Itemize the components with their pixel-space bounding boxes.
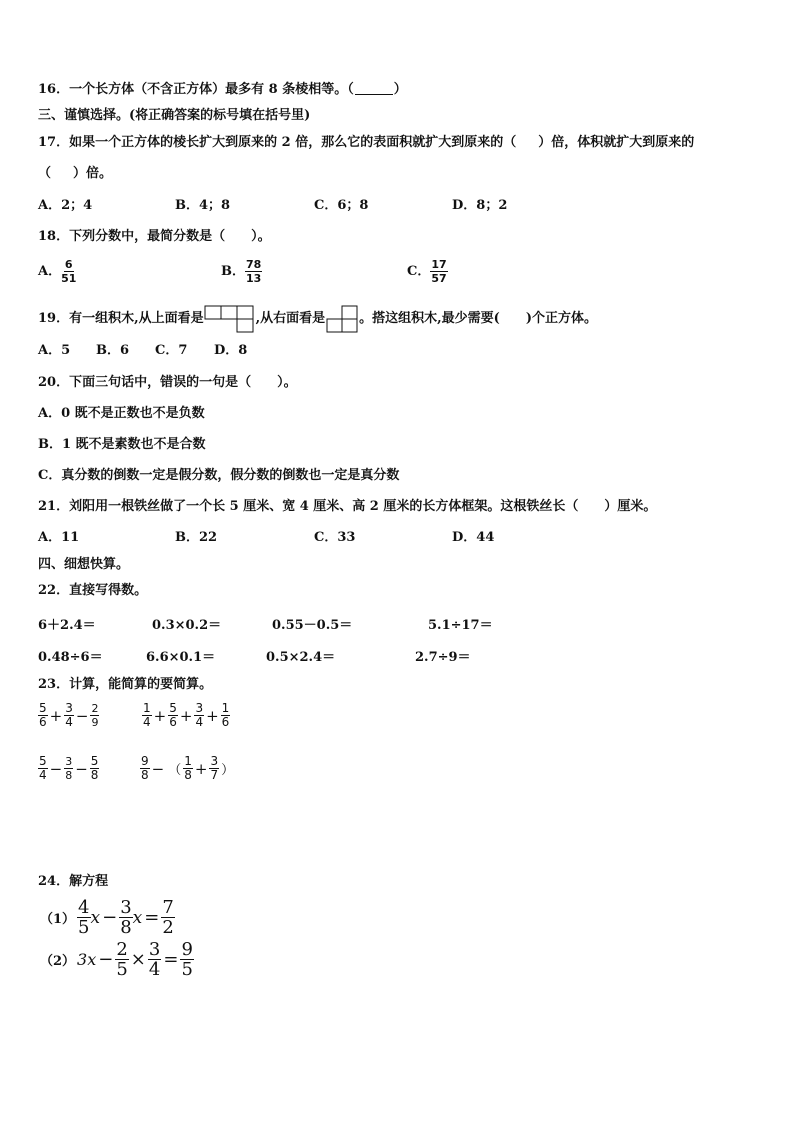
q18-option-a[interactable] <box>38 258 76 285</box>
numerator: 1 <box>221 701 230 715</box>
q18-option-b[interactable] <box>221 258 262 285</box>
fraction <box>77 898 90 937</box>
right-view-figure <box>325 305 359 333</box>
denominator: 4 <box>143 715 151 729</box>
denominator: 5 <box>116 959 128 980</box>
denominator: 4 <box>65 715 73 729</box>
q17-text-b: ）倍，体积就扩大到原来的 <box>538 135 695 150</box>
top-view-figure <box>204 305 256 333</box>
denominator: 6 <box>221 715 230 729</box>
numerator: 9 <box>181 939 193 960</box>
numerator: 17 <box>431 258 447 271</box>
q17-option-d[interactable]: D．8；2 <box>452 198 508 213</box>
q20-option-c[interactable]: C．真分数的倒数一定是假分数，假分数的倒数也一定是真分数 <box>38 468 400 483</box>
expression-2 <box>142 702 230 729</box>
calc-item: 0.5×2.4＝ <box>266 650 336 665</box>
fraction <box>194 702 204 729</box>
q16-text-end: ） <box>393 82 407 97</box>
q17-text-a: 17．如果一个正方体的棱长扩大到原来的 2 倍，那么它的表面积就扩大到原来的（ <box>38 135 517 150</box>
fraction <box>148 940 161 979</box>
q17-text-c: （ <box>38 166 52 181</box>
right-paren: ） <box>221 763 235 778</box>
denominator: 4 <box>148 959 161 980</box>
plus-sign: + <box>49 706 63 725</box>
variable-x: x <box>90 907 101 928</box>
plus-sign: + <box>179 706 193 725</box>
plus-sign: + <box>153 706 167 725</box>
question-22: 22．直接写得数。 <box>38 583 148 598</box>
minus-sign: − <box>75 759 88 778</box>
q19-option-a[interactable]: A．5 <box>38 343 71 358</box>
q16-text: 16．一个长方体（不含正方体）最多有 8 条棱相等。（ <box>38 82 354 97</box>
numerator: 2 <box>116 939 128 960</box>
numerator: 1 <box>143 701 151 715</box>
numerator: 5 <box>39 701 47 715</box>
fraction <box>142 702 152 729</box>
denominator: 2 <box>162 917 174 938</box>
numerator: 1 <box>184 754 192 768</box>
numerator: 3 <box>195 701 204 715</box>
equation-2 <box>40 940 194 979</box>
numerator: 3 <box>120 897 132 918</box>
question-17 <box>38 135 694 151</box>
fraction <box>161 898 174 937</box>
q22-row-1 <box>38 614 538 632</box>
numerator: 4 <box>78 897 90 918</box>
denominator: 8 <box>90 768 99 782</box>
numerator: 5 <box>90 754 99 768</box>
q18-option-b-fraction <box>245 258 262 285</box>
denominator: 7 <box>210 768 219 782</box>
denominator: 13 <box>246 272 262 285</box>
denominator: 5 <box>181 959 193 980</box>
numerator: 6 <box>64 258 73 271</box>
q17-option-b[interactable]: B．4；8 <box>175 198 231 213</box>
answer-blank[interactable] <box>355 82 393 95</box>
question-17-cont <box>38 166 112 182</box>
minus-sign: − <box>102 907 118 928</box>
calc-item: 6.6×0.1＝ <box>146 650 216 665</box>
section-3-heading: 三、谨慎选择。(将正确答案的标号填在括号里) <box>38 108 311 123</box>
q19-option-c[interactable]: C．7 <box>155 343 188 358</box>
denominator: 5 <box>78 917 90 938</box>
q19-text-a: 19．有一组积木,从上面看是 <box>38 311 204 326</box>
plus-sign: + <box>206 706 219 725</box>
denominator: 4 <box>195 715 204 729</box>
numerator: 2 <box>91 702 99 715</box>
fraction <box>168 702 178 729</box>
denominator: 4 <box>39 768 47 782</box>
calc-item: 6＋2.4＝ <box>38 618 96 633</box>
numerator: 3 <box>65 755 73 768</box>
question-23: 23．计算，能简算的要简算。 <box>38 677 213 692</box>
q18-option-c-fraction <box>430 258 447 285</box>
fraction <box>90 702 99 729</box>
minus-sign: − <box>98 949 114 970</box>
question-18: 18．下列分数中，最简分数是（ ）。 <box>38 229 271 244</box>
q18-option-c[interactable] <box>407 258 448 285</box>
calc-item: 0.48÷6＝ <box>38 650 103 665</box>
q22-row-2 <box>38 646 538 664</box>
q20-option-a[interactable]: A．0 既不是正数也不是负数 <box>38 406 205 421</box>
denominator: 8 <box>65 769 73 782</box>
q21-option-d[interactable]: D．44 <box>452 530 495 545</box>
fraction <box>119 898 132 937</box>
calc-item: 5.1÷17＝ <box>428 618 493 633</box>
q20-option-b[interactable]: B．1 既不是素数也不是合数 <box>38 437 206 452</box>
fraction <box>183 755 193 782</box>
fraction <box>209 755 219 782</box>
numerator: 3 <box>210 754 219 768</box>
denominator: 51 <box>61 272 77 285</box>
equation-1-label: （1） <box>40 912 76 927</box>
denominator: 9 <box>91 716 99 729</box>
calc-item: 0.3×0.2＝ <box>152 618 222 633</box>
fraction <box>90 755 100 782</box>
expression-4 <box>140 755 236 782</box>
q19-text-c: 。搭这组积木,最少需要( )个正方体。 <box>359 311 597 326</box>
question-16 <box>38 82 407 98</box>
minus-sign: − <box>151 759 165 778</box>
question-19 <box>38 304 597 334</box>
numerator: 5 <box>39 754 47 768</box>
minus-sign: − <box>49 759 63 778</box>
q19-option-b[interactable]: B．6 <box>96 343 130 358</box>
denominator: 57 <box>431 272 447 285</box>
question-20: 20．下面三句话中，错误的一句是（ ）。 <box>38 375 297 390</box>
fraction <box>38 702 48 729</box>
denominator: 6 <box>39 715 47 729</box>
numerator: 9 <box>141 754 149 768</box>
fraction <box>221 702 231 729</box>
q17-text-d: ）倍。 <box>73 166 113 181</box>
numerator: 7 <box>162 897 174 918</box>
equation-2-lead: 3x <box>77 950 97 969</box>
plus-sign: + <box>194 759 208 778</box>
question-21: 21．刘阳用一根铁丝做了一个长 5 厘米、宽 4 厘米、高 2 厘米的长方体框架。这根铁丝长（ ）厘米。 <box>38 499 657 514</box>
denominator: 8 <box>120 917 132 938</box>
fraction <box>115 940 128 979</box>
q19-option-d[interactable]: D．8 <box>214 343 248 358</box>
calc-item: 0.55－0.5＝ <box>272 618 353 633</box>
fraction <box>64 702 74 729</box>
equation-1 <box>40 898 175 937</box>
denominator: 8 <box>141 768 149 782</box>
variable-x: x <box>132 907 143 928</box>
equation-2-label: （2） <box>40 954 76 969</box>
equals-sign: = <box>144 907 160 928</box>
numerator: 3 <box>65 701 73 715</box>
denominator: 8 <box>184 768 192 782</box>
q17-option-c[interactable]: C．6；8 <box>314 198 369 213</box>
numerator: 78 <box>246 258 262 271</box>
q18-option-a-fraction <box>61 258 76 285</box>
q18-option-c-label: C． <box>407 263 431 279</box>
minus-sign: − <box>75 706 89 725</box>
fraction <box>180 940 193 979</box>
q19-text-b: ,从右面看是 <box>255 311 326 326</box>
q18-option-b-label: B． <box>221 263 245 279</box>
expression-1 <box>38 702 99 729</box>
left-paren: （ <box>168 763 182 778</box>
calc-item: 2.7÷9＝ <box>415 650 471 665</box>
q18-options <box>38 258 538 290</box>
times-sign: × <box>130 949 146 970</box>
numerator: 3 <box>148 939 161 960</box>
expression-3 <box>38 755 99 782</box>
fraction <box>140 755 150 782</box>
fraction <box>38 755 48 782</box>
equals-sign: = <box>163 949 179 970</box>
q18-option-a-label: A． <box>38 263 62 279</box>
question-24: 24．解方程 <box>38 874 109 889</box>
q21-option-a[interactable]: A．11 <box>38 530 80 545</box>
q21-option-b[interactable]: B．22 <box>175 530 218 545</box>
section-4-heading: 四、细想快算。 <box>38 557 130 572</box>
q17-option-a[interactable]: A．2；4 <box>38 198 93 213</box>
denominator: 6 <box>169 715 177 729</box>
q21-option-c[interactable]: C．33 <box>314 530 356 545</box>
numerator: 5 <box>169 701 177 715</box>
fraction <box>64 755 73 782</box>
